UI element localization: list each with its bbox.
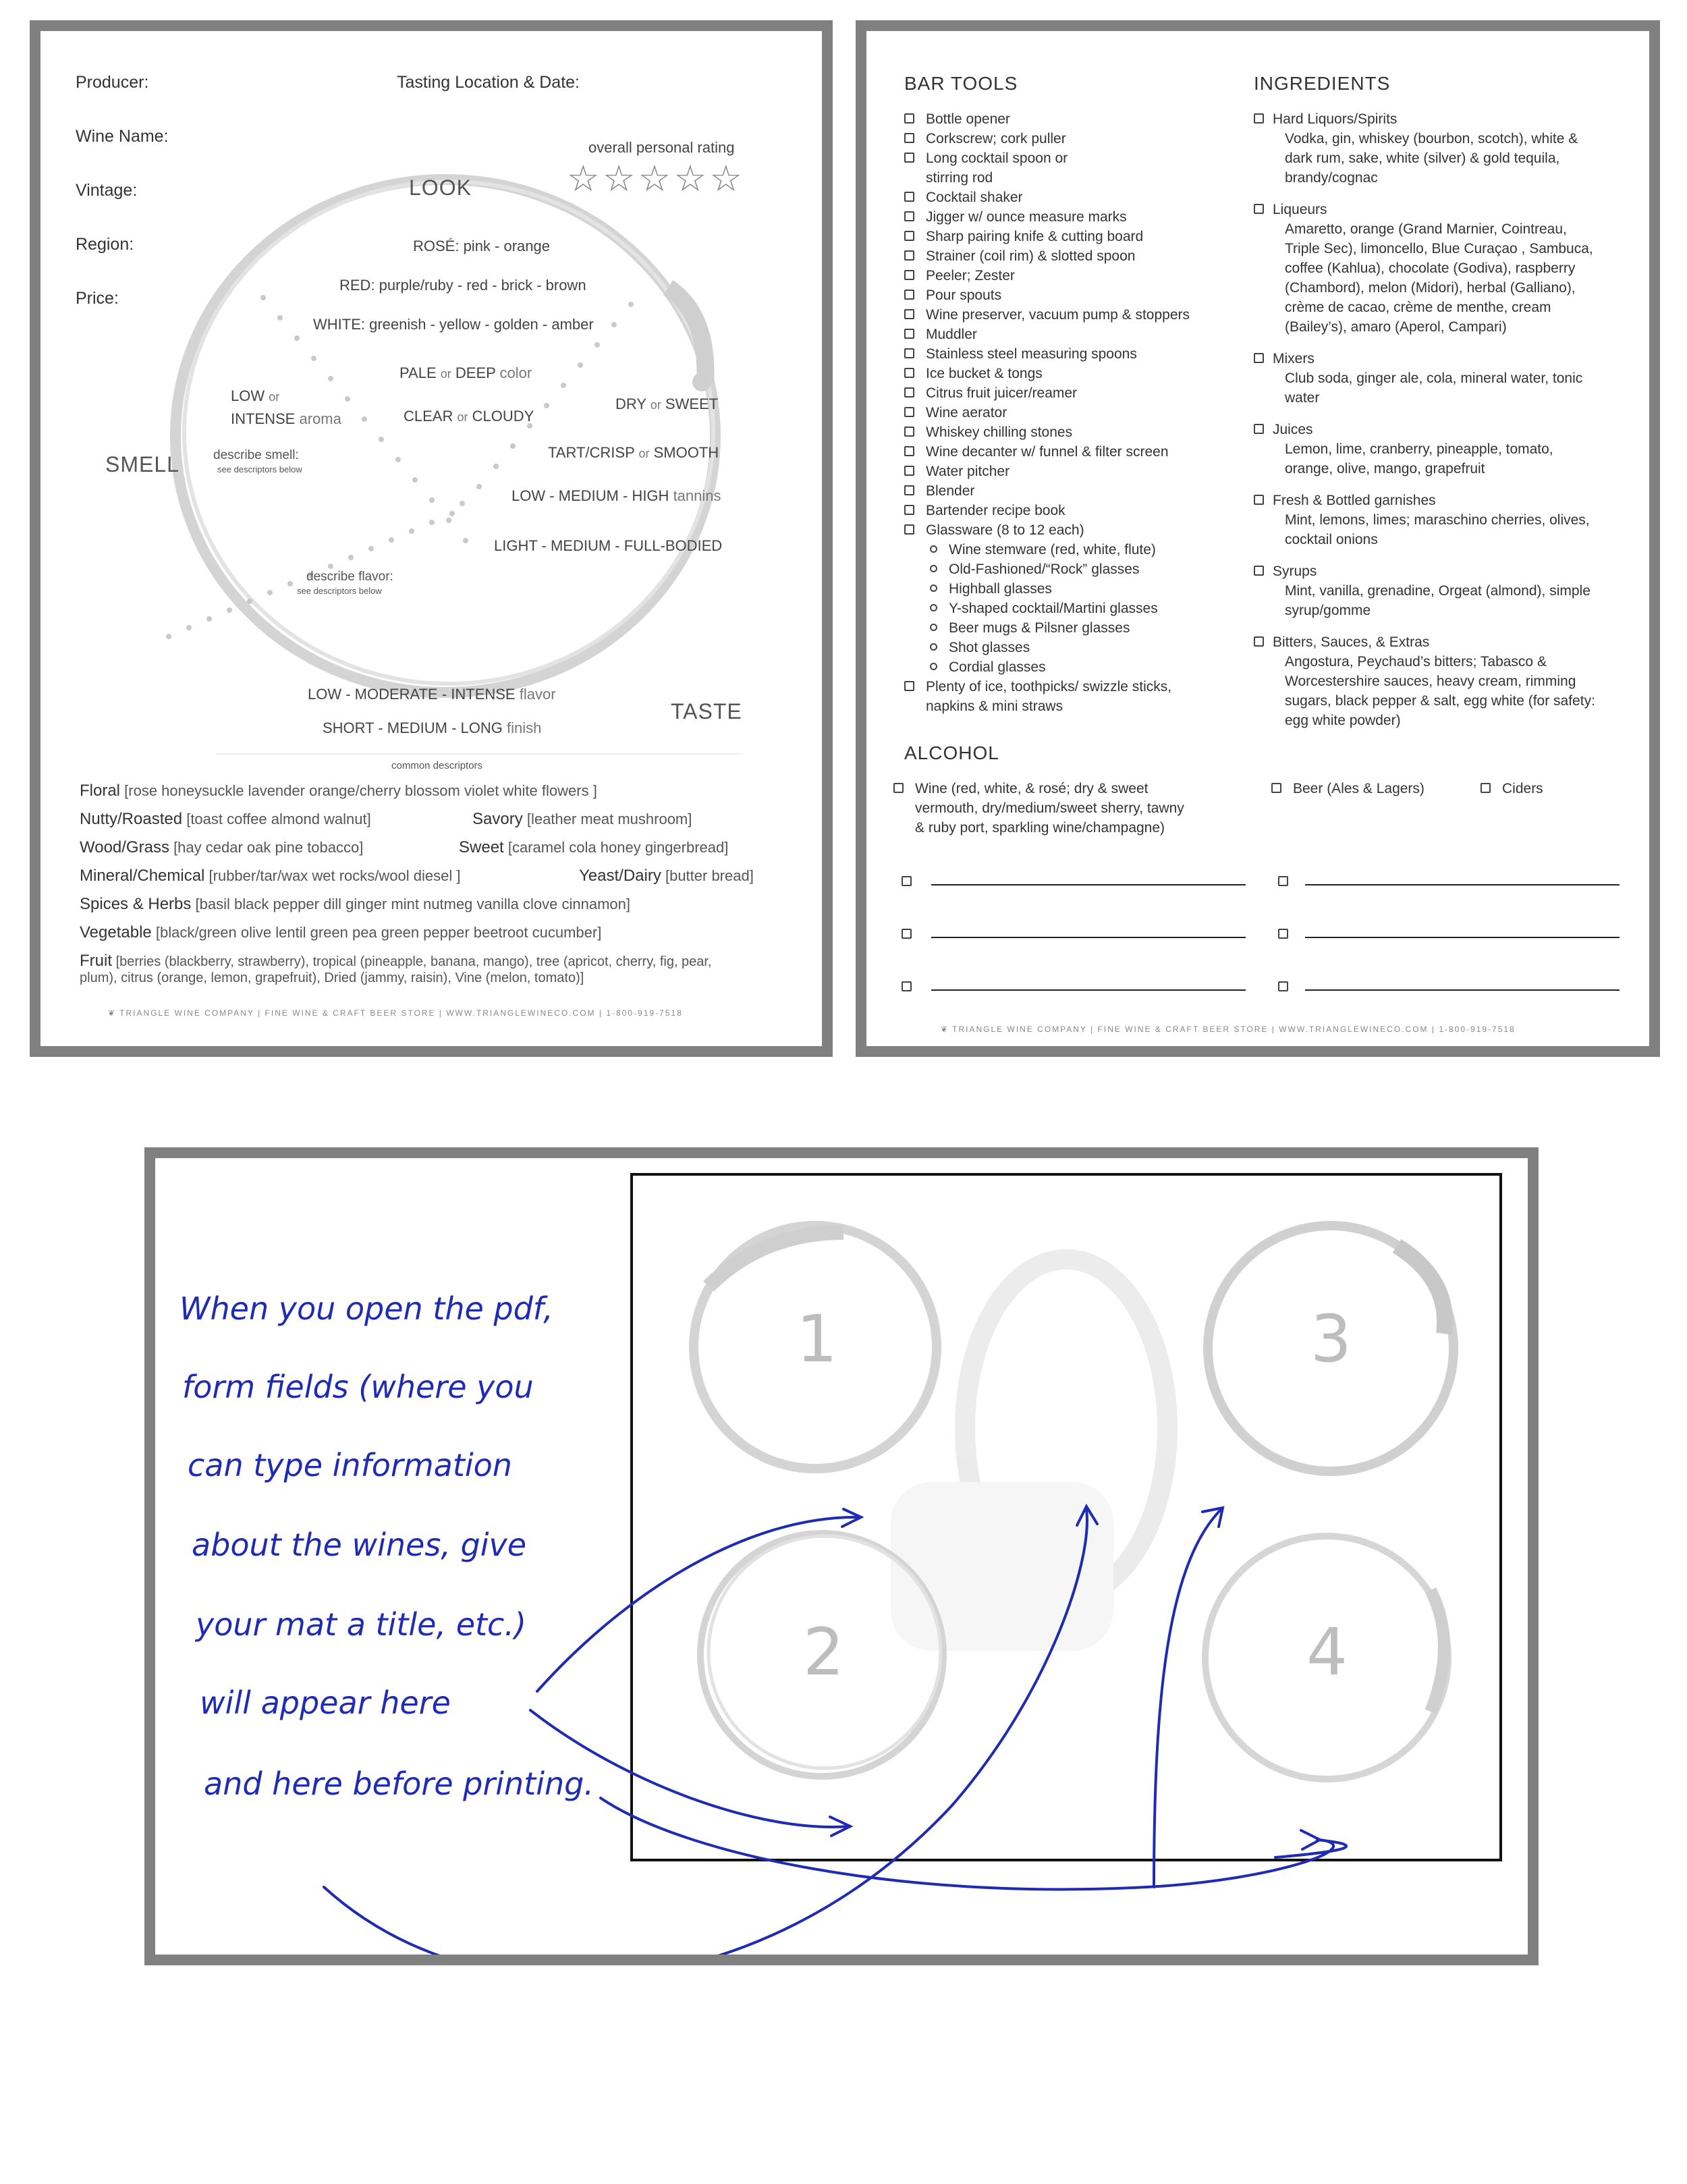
tannins-text: tannins: [673, 487, 721, 504]
ciders-checkbox-item[interactable]: [1481, 779, 1543, 798]
descriptor-values: [caramel cola honey gingerbread]: [507, 839, 729, 856]
or-text: or: [650, 398, 661, 412]
item-label: Long cocktail spoon or: [926, 151, 1068, 166]
mat-preview: [144, 1147, 1539, 1965]
ingredient-group[interactable]: [1254, 420, 1618, 479]
checkbox[interactable]: [904, 505, 914, 515]
descriptor-values: [black/green olive lentil green pea green pepper beetroot cucumber]: [155, 924, 602, 941]
ingredient-group[interactable]: [1254, 491, 1618, 549]
star-icon[interactable]: ☆: [709, 159, 742, 199]
blank-checkbox[interactable]: [902, 929, 912, 939]
item-label: Old-Fashioned/“Rock” glasses: [949, 562, 1140, 577]
handwritten-note-line: will appear here: [200, 1685, 451, 1721]
ingredient-details: Lemon, lime, cranberry, pineapple, tomato, orange, olive, mango, grapefruit: [1285, 441, 1553, 476]
ingredient-heading[interactable]: [1254, 109, 1618, 129]
item-label: Blender: [926, 483, 975, 499]
star-rating[interactable]: [567, 161, 742, 197]
item-label: Wine aerator: [926, 405, 1007, 420]
color-text: color: [499, 364, 532, 381]
alcohol-wine-item: [893, 779, 1184, 838]
flavor-text: flavor: [519, 686, 556, 703]
footer-text: TRIANGLE WINE COMPANY | FINE WINE & CRAFT BEER STORE | WWW.TRIANGLEWINECO.COM | 1-800-919-7518: [952, 1025, 1516, 1034]
checkbox[interactable]: [904, 446, 914, 456]
checkbox[interactable]: [1254, 353, 1264, 363]
coaster-number: 3: [1310, 1301, 1352, 1377]
bar-tool-item[interactable]: [904, 285, 1228, 305]
descriptor-values: [hay cedar oak pine tobacco]: [173, 839, 364, 856]
tannins-scale: [511, 487, 721, 505]
star-icon[interactable]: ☆: [567, 159, 600, 199]
location-date-label: Tasting Location & Date:: [397, 73, 580, 92]
ingredient-group[interactable]: [1254, 632, 1618, 730]
checkbox[interactable]: [904, 270, 914, 280]
checkbox[interactable]: [904, 133, 914, 143]
bar-tool-item-cont: [904, 168, 1228, 188]
descriptor-floral: [80, 782, 597, 800]
item-label: Jigger w/ ounce measure marks: [926, 209, 1127, 225]
descriptor-values: [leather meat mushroom]: [526, 811, 692, 827]
vintage-label: Vintage:: [76, 181, 138, 200]
descriptor-mineral: [80, 867, 460, 885]
item-label: Corkscrew; cork puller: [926, 131, 1066, 146]
footer-tasting: [108, 1008, 683, 1018]
checkbox[interactable]: [1254, 495, 1264, 505]
checkbox[interactable]: [904, 427, 914, 437]
item-label: Plenty of ice, toothpicks/ swizzle sticks,: [926, 679, 1172, 694]
bar-tool-item[interactable]: [904, 677, 1228, 697]
rose-color-scale: ROSÉ: pink - orange: [413, 238, 550, 254]
bar-tool-item[interactable]: [904, 344, 1228, 364]
radio-bullet[interactable]: [930, 565, 937, 572]
checkbox[interactable]: [904, 231, 914, 241]
checkbox[interactable]: [1254, 424, 1264, 434]
descriptor-heading: Nutty/Roasted: [80, 810, 183, 828]
descriptor-heading: Floral: [80, 782, 121, 800]
bar-tool-item[interactable]: [904, 540, 1228, 559]
bar-tool-item[interactable]: [904, 207, 1228, 227]
bar-tool-item[interactable]: [904, 227, 1228, 246]
item-label: Water pitcher: [926, 464, 1010, 479]
bar-tool-item[interactable]: [904, 364, 1228, 383]
descriptor-values: [basil black pepper dill ginger mint nutmeg vanilla clove cinnamon]: [195, 896, 630, 912]
ingredient-heading[interactable]: [1254, 632, 1618, 652]
item-label: Muddler: [926, 327, 977, 342]
bar-tool-item[interactable]: [904, 403, 1228, 422]
write-in-line[interactable]: [931, 884, 1246, 885]
ingredient-heading[interactable]: [1254, 349, 1618, 368]
checkbox[interactable]: [904, 113, 914, 124]
aroma-text: aroma: [299, 410, 341, 427]
tasting-notes-sheet: [30, 20, 833, 1057]
bar-tool-item[interactable]: [904, 579, 1228, 599]
descriptor-values: [rubber/tar/wax wet rocks/wool diesel ]: [209, 867, 461, 884]
descriptor-heading: Vegetable: [80, 923, 152, 941]
bar-tool-item[interactable]: [904, 246, 1228, 266]
pale-deep-scale: [399, 364, 532, 382]
blank-checkbox[interactable]: [1278, 876, 1288, 886]
checkbox[interactable]: [904, 153, 914, 163]
handwritten-note-line: When you open the pdf,: [179, 1290, 553, 1327]
or-text: or: [638, 447, 650, 460]
bar-tool-item-cont: [904, 697, 1228, 716]
item-label: napkins & mini straws: [926, 699, 1063, 714]
tart-text: TART/CRISP: [548, 444, 635, 461]
grape-logo-icon: ❦: [108, 1008, 120, 1018]
write-in-line[interactable]: [1305, 884, 1620, 885]
bar-tool-item[interactable]: [904, 383, 1228, 403]
item-label: Peeler; Zester: [926, 268, 1015, 283]
ingredients-heading: INGREDIENTS: [1254, 73, 1391, 94]
ingredient-title: Juices: [1273, 422, 1313, 437]
item-label: Highball glasses: [949, 581, 1052, 597]
descriptor-nutty: [80, 810, 371, 829]
checkbox[interactable]: [904, 290, 914, 300]
descriptor-spices: [80, 895, 630, 914]
checkbox[interactable]: [1254, 113, 1264, 124]
checkbox[interactable]: [904, 329, 914, 339]
wine-checkbox-item[interactable]: [893, 779, 1184, 798]
radio-bullet[interactable]: [930, 584, 937, 592]
item-label: Beer (Ales & Lagers): [1293, 781, 1425, 796]
item-label: Whiskey chilling stones: [926, 425, 1073, 440]
intense-text: INTENSE: [231, 410, 296, 427]
item-label: Pour spouts: [926, 288, 1002, 303]
common-descriptors-label: common descriptors: [391, 760, 483, 771]
item-label: Citrus fruit juicer/reamer: [926, 385, 1078, 401]
ingredient-details: Mint, vanilla, grenadine, Orgeat (almond), simple syrup/gomme: [1285, 583, 1591, 618]
flavor-intensity-scale: [308, 686, 556, 703]
bar-tool-item[interactable]: [904, 462, 1228, 481]
coaster-number: 4: [1306, 1614, 1348, 1690]
blank-checkbox[interactable]: [902, 981, 912, 991]
ingredient-group[interactable]: [1254, 109, 1618, 188]
ingredient-details: Club soda, ginger ale, cola, mineral water, tonic water: [1285, 371, 1583, 406]
checkbox[interactable]: [904, 485, 914, 495]
item-label: Sharp pairing knife & cutting board: [926, 229, 1144, 244]
handwritten-note-line: your mat a title, etc.): [196, 1606, 526, 1643]
ingredient-heading[interactable]: [1254, 562, 1618, 581]
clear-cloudy-scale: [404, 408, 534, 425]
write-in-line[interactable]: [931, 937, 1246, 938]
item-label: Wine (red, white, & rosé; dry & sweet: [915, 781, 1149, 796]
taste-heading: TASTE: [671, 699, 742, 724]
finish-levels: SHORT - MEDIUM - LONG: [323, 719, 503, 736]
descriptor-wood: [80, 838, 363, 857]
smooth-text: SMOOTH: [653, 444, 719, 461]
ingredient-details: Angostura, Peychaud’s bitters; Tabasco & Worcestershire sauces, heavy cream, rimming sugars, black pepper & salt, egg white (for safety: egg white powder): [1285, 654, 1595, 728]
star-icon[interactable]: ☆: [602, 159, 636, 199]
ingredients-list: [1254, 109, 1618, 730]
footer-text: TRIANGLE WINE COMPANY | FINE WINE & CRAFT BEER STORE | WWW.TRIANGLEWINECO.COM | 1-800-919-7518: [119, 1008, 683, 1018]
region-label: Region:: [76, 235, 134, 254]
body-scale: LIGHT - MEDIUM - FULL-BODIED: [494, 537, 723, 554]
bar-tool-item[interactable]: [904, 618, 1228, 638]
coaster-number: 1: [796, 1301, 838, 1377]
coaster-number: 2: [803, 1614, 845, 1690]
arrow-lines: [324, 1506, 1346, 1955]
descriptor-fruit-cont: plum), citrus (orange, lemon, grapefruit), Dried (jammy, raisin), Vine (melon, tomato)]: [80, 971, 584, 985]
radio-bullet[interactable]: [930, 604, 937, 611]
item-label: Cocktail shaker: [926, 190, 1023, 205]
descriptor-values: [rose honeysuckle lavender orange/cherry blossom violet white flowers ]: [124, 782, 597, 799]
price-label: Price:: [76, 289, 119, 308]
red-color-scale: RED: purple/ruby - red - brick - brown: [339, 277, 586, 294]
descriptor-sweet: [459, 838, 728, 857]
checkbox[interactable]: [904, 368, 914, 378]
ingredient-title: Bitters, Sauces, & Extras: [1273, 634, 1430, 650]
intense-aroma-scale: [231, 410, 341, 428]
checkbox[interactable]: [904, 348, 914, 358]
item-label: Glassware (8 to 12 each): [926, 522, 1084, 538]
item-label: Beer mugs & Pilsner glasses: [949, 620, 1130, 636]
bar-tool-item[interactable]: [904, 638, 1228, 657]
checkbox[interactable]: [904, 309, 914, 319]
descriptor-heading: Wood/Grass: [80, 838, 169, 856]
write-in-line[interactable]: [931, 989, 1246, 991]
bar-tools-column: [904, 73, 1228, 716]
item-label: stirring rod: [926, 170, 993, 186]
star-icon[interactable]: ☆: [638, 159, 671, 199]
star-icon[interactable]: ☆: [673, 159, 707, 199]
ingredient-details: Amaretto, orange (Grand Marnier, Cointreau, Triple Sec), limoncello, Blue Curaçao , Sambuca, coffee (Kahlua), chocolate (Godiva), raspberry (Chambord), melon (Midori), herbal (Galliano), crème de cacao, crème de menthe, cream (Bailey’s), amaro (Aperol, Campari): [1285, 221, 1593, 335]
or-text: or: [457, 410, 468, 424]
bar-tool-item[interactable]: [904, 481, 1228, 501]
bar-tool-item[interactable]: [904, 109, 1228, 129]
item-label: Wine stemware (red, white, flute): [949, 542, 1156, 557]
dry-text: DRY: [615, 395, 646, 412]
descriptor-heading: Fruit: [80, 952, 112, 970]
or-text: or: [269, 390, 280, 404]
bar-tool-item[interactable]: [904, 188, 1228, 207]
item-label-cont: vermouth, dry/medium/sweet sherry, tawny: [915, 800, 1184, 816]
radio-bullet[interactable]: [930, 663, 937, 670]
beer-checkbox-item[interactable]: [1271, 779, 1425, 798]
grape-logo-icon: ❦: [941, 1025, 953, 1034]
ingredient-group[interactable]: [1254, 349, 1618, 408]
radio-bullet[interactable]: [930, 545, 937, 553]
checkbox[interactable]: [893, 783, 904, 793]
handwritten-note-line: and here before printing.: [204, 1766, 594, 1802]
alcohol-heading: ALCOHOL: [904, 742, 999, 763]
smell-heading: SMELL: [105, 452, 179, 476]
checkbox[interactable]: [1254, 566, 1264, 576]
ingredient-group[interactable]: [1254, 562, 1618, 620]
descriptor-fruit: [80, 952, 712, 971]
ingredient-heading[interactable]: [1254, 491, 1618, 510]
bar-tool-item[interactable]: [904, 599, 1228, 618]
alcohol-ciders-item[interactable]: [1481, 779, 1543, 798]
rating-label: overall personal rating: [588, 139, 735, 156]
blank-checkbox[interactable]: [1278, 929, 1288, 939]
item-label: Cordial glasses: [949, 659, 1046, 675]
footer-bar: [941, 1025, 1516, 1034]
descriptor-heading: Savory: [472, 810, 523, 828]
bar-tool-item[interactable]: [904, 501, 1228, 520]
bar-tool-item[interactable]: [904, 325, 1228, 344]
describe-flavor-label: describe flavor:: [306, 570, 393, 584]
item-label: Ciders: [1502, 781, 1543, 796]
look-heading: LOOK: [409, 175, 472, 200]
ingredients-column: [1254, 73, 1618, 742]
checkbox[interactable]: [904, 681, 914, 691]
ingredient-group[interactable]: [1254, 200, 1618, 337]
checkbox[interactable]: [1271, 783, 1281, 793]
handwritten-note-line: can type information: [188, 1447, 512, 1483]
descriptor-yeast: [579, 867, 754, 885]
finish-scale: [323, 719, 541, 737]
radio-bullet[interactable]: [930, 643, 937, 651]
or-text: or: [440, 367, 451, 381]
bar-tool-item[interactable]: [904, 442, 1228, 462]
see-descriptors-smell: see descriptors below: [217, 464, 302, 474]
low-aroma-scale: [231, 387, 279, 405]
sweet-text: SWEET: [665, 395, 719, 412]
item-label: Shot glasses: [949, 640, 1030, 655]
checkbox[interactable]: [904, 192, 914, 202]
white-color-scale: WHITE: greenish - yellow - golden - amber: [313, 316, 594, 333]
dry-sweet-scale: [615, 395, 718, 413]
descriptor-values: [berries (blackberry, strawberry), tropical (pineapple, banana, mango), tree (apricot, cherry, fig, pear,: [115, 954, 712, 969]
pale-text: PALE: [399, 364, 437, 381]
ingredient-title: Syrups: [1273, 564, 1317, 579]
checkbox[interactable]: [904, 466, 914, 476]
bar-tool-item[interactable]: [904, 422, 1228, 442]
item-label: Wine decanter w/ funnel & filter screen: [926, 444, 1169, 460]
checkbox[interactable]: [1254, 204, 1264, 214]
descriptor-heading: Mineral/Chemical: [80, 867, 205, 885]
bar-tool-item[interactable]: [904, 148, 1228, 168]
descriptor-heading: Spices & Herbs: [80, 895, 192, 913]
tart-smooth-scale: [548, 444, 719, 462]
bar-tools-heading: BAR TOOLS: [904, 73, 1018, 94]
checkbox[interactable]: [1481, 783, 1491, 793]
ingredient-title: Hard Liquors/Spirits: [1273, 111, 1398, 127]
producer-label: Producer:: [76, 73, 149, 92]
descriptor-heading: Yeast/Dairy: [579, 867, 661, 885]
blank-checkbox[interactable]: [902, 876, 912, 886]
ingredient-heading[interactable]: [1254, 420, 1618, 439]
describe-smell-label: describe smell:: [213, 448, 299, 462]
item-label: Bartender recipe book: [926, 503, 1066, 518]
descriptor-vegetable: [80, 923, 601, 942]
divider: [216, 753, 742, 755]
ingredient-title: Mixers: [1273, 351, 1315, 366]
checkbox[interactable]: [904, 524, 914, 535]
bar-tool-item[interactable]: [904, 129, 1228, 148]
descriptor-heading: Sweet: [459, 838, 504, 856]
handwritten-note-line: form fields (where you: [182, 1369, 534, 1405]
bar-checklist-sheet: [856, 20, 1660, 1057]
tannins-levels: LOW - MEDIUM - HIGH: [511, 487, 669, 504]
ingredient-title: Fresh & Bottled garnishes: [1273, 493, 1436, 508]
deep-text: DEEP: [455, 364, 496, 381]
checkbox[interactable]: [904, 211, 914, 221]
clear-text: CLEAR: [404, 408, 453, 425]
descriptor-values: [toast coffee almond walnut]: [186, 811, 371, 827]
checkbox[interactable]: [904, 250, 914, 261]
finish-text: finish: [507, 719, 542, 736]
see-descriptors-flavor: see descriptors below: [297, 586, 382, 596]
item-label: Y-shaped cocktail/Martini glasses: [949, 601, 1158, 616]
blank-checkbox[interactable]: [1278, 981, 1288, 991]
handwritten-note-line: about the wines, give: [192, 1527, 527, 1563]
bar-tool-item[interactable]: [904, 266, 1228, 285]
flavor-levels: LOW - MODERATE - INTENSE: [308, 686, 516, 703]
item-label: Bottle opener: [926, 111, 1010, 127]
item-label-cont: & ruby port, sparkling wine/champagne): [915, 820, 1165, 836]
bar-tool-item[interactable]: [904, 657, 1228, 677]
ingredient-details: Vodka, gin, whiskey (bourbon, scotch), white & dark rum, sake, white (silver) & gold tequila, brandy/cognac: [1285, 131, 1578, 186]
item-label: Ice bucket & tongs: [926, 366, 1043, 381]
ingredient-heading[interactable]: [1254, 200, 1618, 219]
write-in-line[interactable]: [1305, 937, 1620, 938]
bar-tool-item[interactable]: [904, 520, 1228, 540]
bar-tool-item[interactable]: [904, 559, 1228, 579]
descriptor-values: [butter bread]: [665, 867, 754, 884]
radio-bullet[interactable]: [930, 624, 937, 631]
bar-tools-list: [904, 109, 1228, 716]
checkbox[interactable]: [1254, 636, 1264, 647]
alcohol-beer-item[interactable]: [1271, 779, 1425, 798]
checkbox[interactable]: [904, 387, 914, 398]
ingredient-title: Liqueurs: [1273, 202, 1327, 217]
item-label: Wine preserver, vacuum pump & stoppers: [926, 307, 1190, 323]
item-label: Stainless steel measuring spoons: [926, 346, 1137, 362]
wine-name-label: Wine Name:: [76, 127, 169, 146]
cloudy-text: CLOUDY: [472, 408, 534, 425]
bar-tool-item[interactable]: [904, 305, 1228, 325]
descriptor-savory: [472, 810, 692, 829]
item-label: Strainer (coil rim) & slotted spoon: [926, 248, 1136, 264]
ingredient-details: Mint, lemons, limes; maraschino cherries, olives, cocktail onions: [1285, 512, 1590, 547]
checkbox[interactable]: [904, 407, 914, 417]
low-text: LOW: [231, 387, 265, 404]
write-in-line[interactable]: [1305, 989, 1620, 991]
